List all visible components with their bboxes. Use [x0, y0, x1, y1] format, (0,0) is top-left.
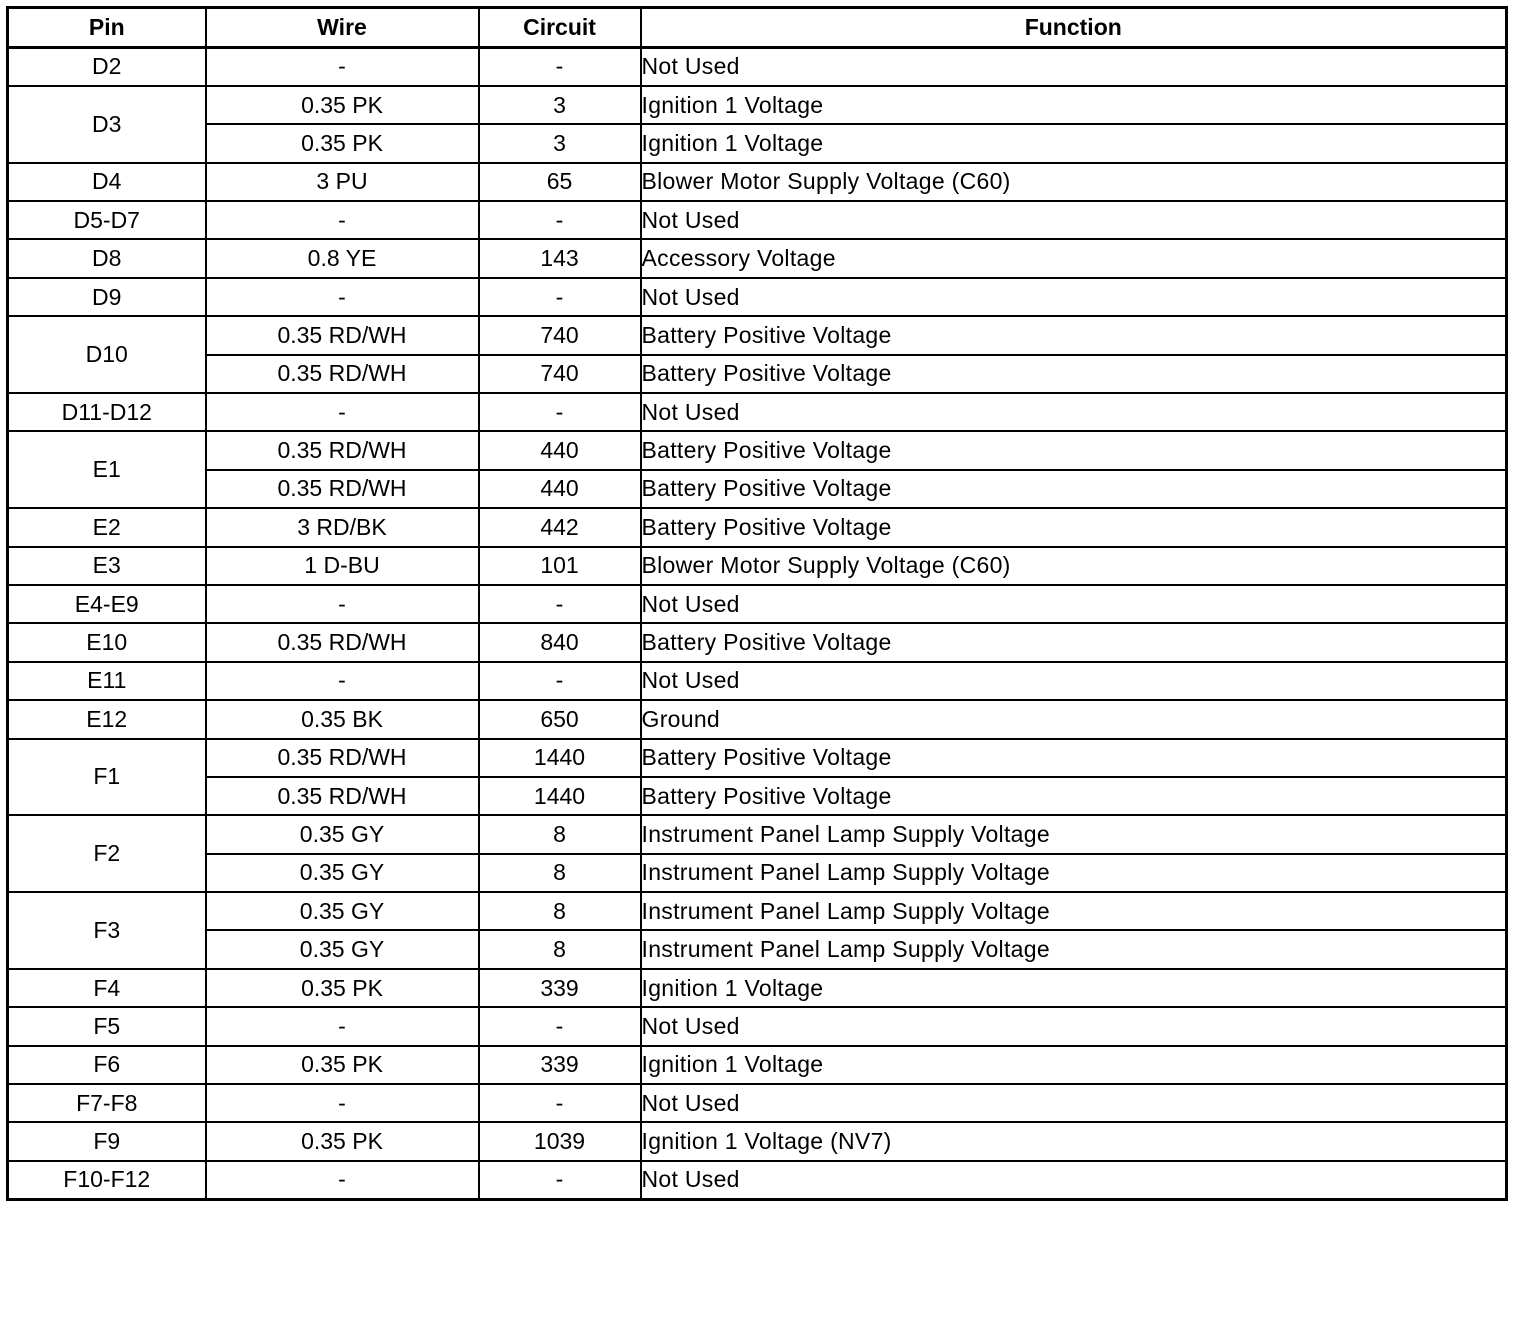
function-cell: Battery Positive Voltage — [641, 355, 1507, 393]
circuit-cell: 65 — [479, 163, 641, 201]
pin-cell: F5 — [8, 1007, 206, 1045]
table-row — [8, 48, 1507, 86]
wire-cell: - — [206, 1161, 479, 1199]
function-cell: Instrument Panel Lamp Supply Voltage — [641, 815, 1507, 853]
pin-cell: D9 — [8, 278, 206, 316]
wire-cell: - — [206, 585, 479, 623]
function-cell: Battery Positive Voltage — [641, 470, 1507, 508]
table-row — [8, 585, 1507, 623]
connector-pinout-table — [6, 6, 1508, 1201]
function-cell: Ignition 1 Voltage — [641, 124, 1507, 162]
circuit-cell: - — [479, 393, 641, 431]
circuit-cell: 1440 — [479, 739, 641, 777]
circuit-cell: - — [479, 585, 641, 623]
pin-cell: D3 — [8, 86, 206, 163]
wire-cell: 0.35 RD/WH — [206, 355, 479, 393]
wire-cell: 3 PU — [206, 163, 479, 201]
pin-cell: D4 — [8, 163, 206, 201]
table-row — [8, 854, 1507, 892]
circuit-cell: - — [479, 1161, 641, 1199]
function-cell: Battery Positive Voltage — [641, 508, 1507, 546]
pin-cell: F9 — [8, 1122, 206, 1160]
wire-cell: - — [206, 1084, 479, 1122]
circuit-cell: 440 — [479, 431, 641, 469]
table-row — [8, 815, 1507, 853]
wire-cell: 0.35 RD/WH — [206, 623, 479, 661]
wire-cell: 0.35 RD/WH — [206, 431, 479, 469]
pin-cell: F2 — [8, 815, 206, 892]
function-cell: Not Used — [641, 48, 1507, 86]
table-row — [8, 1046, 1507, 1084]
pin-cell: D5-D7 — [8, 201, 206, 239]
wire-cell: 0.35 GY — [206, 892, 479, 930]
wire-cell: - — [206, 662, 479, 700]
wire-cell: - — [206, 278, 479, 316]
table-row — [8, 662, 1507, 700]
function-cell: Battery Positive Voltage — [641, 623, 1507, 661]
wire-cell: 0.35 BK — [206, 700, 479, 738]
circuit-cell: - — [479, 1084, 641, 1122]
table-row — [8, 201, 1507, 239]
table-row — [8, 239, 1507, 277]
pin-cell: E2 — [8, 508, 206, 546]
circuit-cell: 339 — [479, 969, 641, 1007]
pin-column-header: Pin — [8, 8, 206, 48]
pin-cell: D11-D12 — [8, 393, 206, 431]
table-row — [8, 969, 1507, 1007]
pin-cell: E12 — [8, 700, 206, 738]
circuit-cell: - — [479, 48, 641, 86]
wire-cell: 0.35 PK — [206, 969, 479, 1007]
pin-cell: F1 — [8, 739, 206, 816]
wire-cell: 0.8 YE — [206, 239, 479, 277]
wire-cell: 0.35 GY — [206, 815, 479, 853]
function-cell: Battery Positive Voltage — [641, 739, 1507, 777]
function-cell: Not Used — [641, 662, 1507, 700]
function-column-header: Function — [641, 8, 1507, 48]
table-row — [8, 739, 1507, 777]
wire-cell: - — [206, 393, 479, 431]
wire-cell: 0.35 PK — [206, 1046, 479, 1084]
circuit-cell: - — [479, 1007, 641, 1045]
table-row — [8, 355, 1507, 393]
table-row — [8, 86, 1507, 124]
table-row — [8, 777, 1507, 815]
circuit-cell: 3 — [479, 86, 641, 124]
table-row — [8, 1122, 1507, 1160]
circuit-cell: 101 — [479, 547, 641, 585]
pin-cell: E10 — [8, 623, 206, 661]
table-row — [8, 508, 1507, 546]
table-row — [8, 316, 1507, 354]
wire-cell: - — [206, 48, 479, 86]
function-cell: Ignition 1 Voltage — [641, 1046, 1507, 1084]
pin-cell: D2 — [8, 48, 206, 86]
circuit-cell: 8 — [479, 892, 641, 930]
wire-cell: 0.35 RD/WH — [206, 470, 479, 508]
circuit-cell: 339 — [479, 1046, 641, 1084]
pin-cell: F4 — [8, 969, 206, 1007]
function-cell: Ignition 1 Voltage (NV7) — [641, 1122, 1507, 1160]
table-row — [8, 700, 1507, 738]
function-cell: Battery Positive Voltage — [641, 777, 1507, 815]
function-cell: Instrument Panel Lamp Supply Voltage — [641, 892, 1507, 930]
wire-cell: 0.35 RD/WH — [206, 739, 479, 777]
pin-cell: E3 — [8, 547, 206, 585]
wire-cell: 3 RD/BK — [206, 508, 479, 546]
wire-cell: 0.35 PK — [206, 1122, 479, 1160]
circuit-cell: 440 — [479, 470, 641, 508]
pin-cell: E11 — [8, 662, 206, 700]
table-row — [8, 431, 1507, 469]
circuit-cell: 8 — [479, 815, 641, 853]
pin-cell: F10-F12 — [8, 1161, 206, 1199]
circuit-cell: - — [479, 662, 641, 700]
function-cell: Ignition 1 Voltage — [641, 86, 1507, 124]
wire-cell: 0.35 RD/WH — [206, 316, 479, 354]
pin-cell: F6 — [8, 1046, 206, 1084]
function-cell: Battery Positive Voltage — [641, 431, 1507, 469]
table-row — [8, 470, 1507, 508]
wire-cell: 0.35 GY — [206, 854, 479, 892]
function-cell: Ground — [641, 700, 1507, 738]
table-row — [8, 278, 1507, 316]
header-row — [8, 8, 1507, 48]
table-row — [8, 1161, 1507, 1199]
table-row — [8, 1007, 1507, 1045]
wire-cell: 0.35 RD/WH — [206, 777, 479, 815]
function-cell: Not Used — [641, 278, 1507, 316]
wire-cell: 0.35 GY — [206, 930, 479, 968]
circuit-column-header: Circuit — [479, 8, 641, 48]
function-cell: Not Used — [641, 1007, 1507, 1045]
circuit-cell: 740 — [479, 355, 641, 393]
circuit-cell: 8 — [479, 854, 641, 892]
table-row — [8, 1084, 1507, 1122]
wire-cell: - — [206, 1007, 479, 1045]
table-row — [8, 393, 1507, 431]
pin-cell: E4-E9 — [8, 585, 206, 623]
circuit-cell: 650 — [479, 700, 641, 738]
circuit-cell: 1039 — [479, 1122, 641, 1160]
pin-cell: F3 — [8, 892, 206, 969]
circuit-cell: 1440 — [479, 777, 641, 815]
pin-cell: D8 — [8, 239, 206, 277]
wire-cell: 0.35 PK — [206, 124, 479, 162]
pin-cell: D10 — [8, 316, 206, 393]
circuit-cell: 442 — [479, 508, 641, 546]
table-row — [8, 892, 1507, 930]
table-row — [8, 124, 1507, 162]
pin-cell: E1 — [8, 431, 206, 508]
wire-cell: - — [206, 201, 479, 239]
function-cell: Not Used — [641, 1161, 1507, 1199]
table-row — [8, 623, 1507, 661]
function-cell: Not Used — [641, 1084, 1507, 1122]
table-header — [8, 8, 1507, 48]
function-cell: Not Used — [641, 393, 1507, 431]
function-cell: Instrument Panel Lamp Supply Voltage — [641, 854, 1507, 892]
table-row — [8, 163, 1507, 201]
function-cell: Battery Positive Voltage — [641, 316, 1507, 354]
wire-cell: 0.35 PK — [206, 86, 479, 124]
circuit-cell: 143 — [479, 239, 641, 277]
circuit-cell: - — [479, 201, 641, 239]
function-cell: Not Used — [641, 201, 1507, 239]
function-cell: Blower Motor Supply Voltage (C60) — [641, 163, 1507, 201]
function-cell: Accessory Voltage — [641, 239, 1507, 277]
circuit-cell: - — [479, 278, 641, 316]
table-row — [8, 930, 1507, 968]
function-cell: Blower Motor Supply Voltage (C60) — [641, 547, 1507, 585]
function-cell: Ignition 1 Voltage — [641, 969, 1507, 1007]
wire-column-header: Wire — [206, 8, 479, 48]
circuit-cell: 740 — [479, 316, 641, 354]
function-cell: Instrument Panel Lamp Supply Voltage — [641, 930, 1507, 968]
table-row — [8, 547, 1507, 585]
table-body — [8, 48, 1507, 1200]
circuit-cell: 840 — [479, 623, 641, 661]
wire-cell: 1 D-BU — [206, 547, 479, 585]
circuit-cell: 3 — [479, 124, 641, 162]
function-cell: Not Used — [641, 585, 1507, 623]
circuit-cell: 8 — [479, 930, 641, 968]
pin-cell: F7-F8 — [8, 1084, 206, 1122]
